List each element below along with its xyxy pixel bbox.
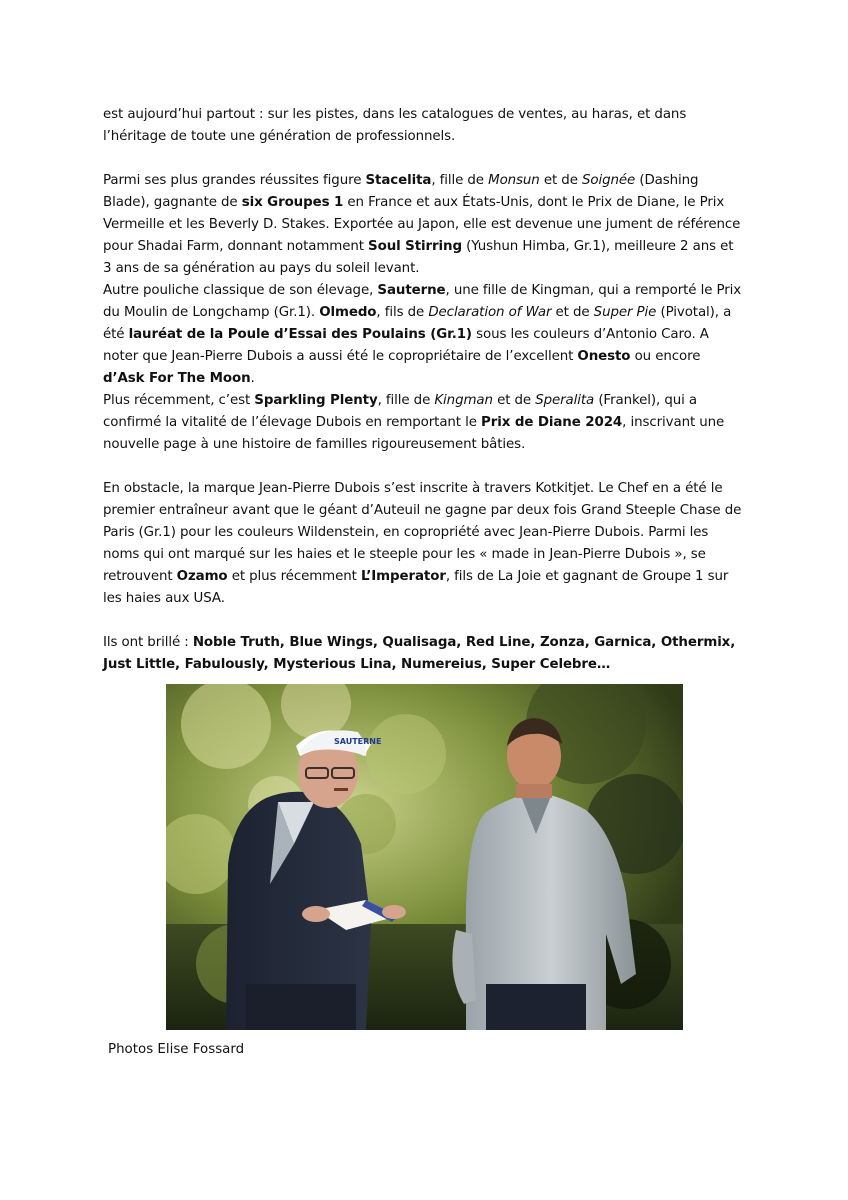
bold-text: Soul Stirring <box>368 239 462 254</box>
text-run: , fils de La Joie et gagnant de Groupe 1 sur les haies aux USA. <box>103 569 729 606</box>
italic-text: Super Pie <box>593 305 657 320</box>
bold-text: L’Imperator <box>360 569 446 584</box>
italic-text: Kingman <box>434 393 493 408</box>
text-run: et de <box>492 393 536 408</box>
paragraph <box>103 632 743 676</box>
paragraph <box>103 390 743 456</box>
text-run: , fils de <box>376 305 429 320</box>
bold-text: Sparkling Plenty <box>254 393 378 408</box>
photo-caption: Photos Elise Fossard <box>108 1042 245 1057</box>
italic-text: Monsun <box>488 173 540 188</box>
bold-text: Ozamo <box>176 569 228 584</box>
text-run: , inscrivant une nouvelle page à une histoire de familles rigoureusement bâties. <box>103 415 725 452</box>
paragraph-gap <box>103 456 743 478</box>
text-run: , une fille de Kingman, qui a remporté le Prix du Moulin de Longchamp (Gr.1). <box>103 283 742 320</box>
bold-text: d’Ask For The Moon <box>103 371 251 386</box>
photo <box>166 684 683 1030</box>
text-run: Autre pouliche classique de son élevage, <box>103 283 378 298</box>
bold-text: Noble Truth, Blue Wings, Qualisaga, Red Line, Zonza, Garnica, Othermix, Just Little, Fabulously, Mysterious Lina, Numereius, Super Celebre… <box>103 635 736 672</box>
text-run: . <box>250 371 255 386</box>
text-run: Parmi ses plus grandes réussites figure <box>103 173 366 188</box>
italic-text: Speralita <box>535 393 595 408</box>
paragraph-gap <box>103 610 743 632</box>
bold-text: Olmedo <box>319 305 377 320</box>
text-run: ou encore <box>630 349 701 364</box>
bold-text: Stacelita <box>365 173 432 188</box>
italic-text: Declaration of War <box>428 305 552 320</box>
text-run: En obstacle, la marque Jean-Pierre Dubois s’est inscrite à travers Kotkitjet. Le Chef en a été le premier entraîneur avant que le géant d’Auteuil ne gagne par deux fois Grand Steeple Chase de Paris (Gr.1) pour les couleurs Wildenstein, en copropriété avec Jean-Pierre Dubois. Parmi les noms qui ont marqué sur les haies et le steeple pour les « made in Jean-Pierre Dubois », se retrouvent <box>103 481 742 584</box>
italic-text: Soignée <box>582 173 636 188</box>
article-body <box>103 104 743 676</box>
cap-text: SAUTERNE <box>334 737 382 746</box>
bold-text: six Groupes 1 <box>241 195 344 210</box>
text-run: sous les couleurs d’Antonio Caro. A noter que Jean-Pierre Dubois a aussi été le copropriétaire de l’excellent <box>103 327 709 364</box>
paragraph <box>103 478 743 610</box>
text-run: et de <box>551 305 594 320</box>
text-run: Plus récemment, c’est <box>103 393 255 408</box>
text-run: Ils ont brillé : <box>103 635 193 650</box>
bold-text: Onesto <box>577 349 631 364</box>
text-run: en France et aux États-Unis, dont le Prix de Diane, le Prix Vermeille et les Beverly D. Stakes. Exportée au Japon, elle est devenue une jument de référence pour Shadai Farm, donnant notamment <box>103 195 741 254</box>
text-run: , fille de <box>377 393 435 408</box>
text-run: et plus récemment <box>227 569 361 584</box>
text-run: (Pivotal), a été <box>103 305 732 342</box>
bold-text: lauréat de la Poule d’Essai des Poulains (Gr.1) <box>128 327 472 342</box>
paragraph-gap <box>103 148 743 170</box>
bold-text: Sauterne <box>377 283 446 298</box>
text-run: (Yushun Himba, Gr.1), meilleure 2 ans et 3 ans de sa génération au pays du soleil levant. <box>103 239 734 276</box>
paragraph <box>103 170 743 280</box>
text-run: et de <box>539 173 582 188</box>
text-run: (Frankel), qui a confirmé la vitalité de l’élevage Dubois en remportant le <box>103 393 698 430</box>
text-run: (Dashing Blade), gagnante de <box>103 173 699 210</box>
text-run: est aujourd’hui partout : sur les pistes, dans les catalogues de ventes, au haras, et dans l’héritage de toute une génération de professionnels. <box>103 107 687 144</box>
paragraph <box>103 280 743 390</box>
bold-text: Prix de Diane 2024 <box>481 415 623 430</box>
text-run: , fille de <box>431 173 489 188</box>
paragraph <box>103 104 743 148</box>
